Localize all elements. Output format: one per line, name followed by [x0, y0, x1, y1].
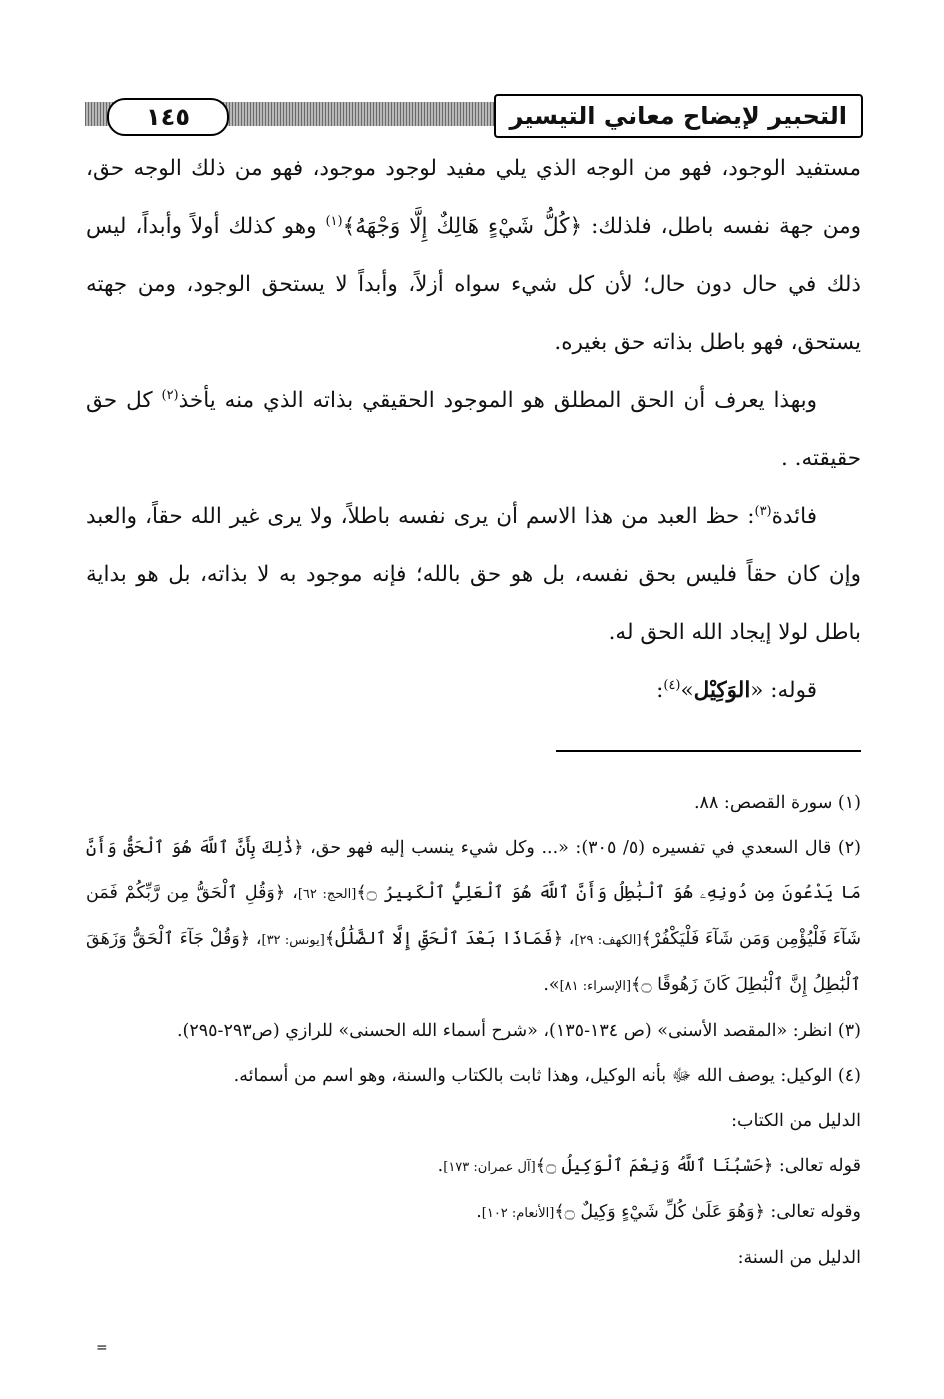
verse-al-imran [86, 1144, 861, 1190]
footnote-marker-3: (٣) [754, 503, 772, 519]
p1-text-b: وهو كذلك أولاً وأبداً، ليس ذلك في حال دون حال؛ لأن كل شيء سواه أزلاً، وأبداً لا يستحق الوجود، ومن جهته يستحق، فهو باطل بذاته حق بغيره. [86, 214, 861, 355]
footnote-divider [556, 750, 861, 752]
footnote-4: (٤) الوكيل: يوصف الله ﷻ بأنه الوكيل، وهذا ثابت بالكتاب والسنة، وهو اسم من أسمائه. [233, 1066, 861, 1086]
footnote-marker-1: (١) [325, 213, 343, 229]
p2-text-b: كل حق حقيقته. . [86, 388, 861, 471]
footnote-marker-2: (٢) [161, 387, 179, 403]
v2-intro: وقوله تعالى: [764, 1202, 861, 1222]
fn2-verse-kahf: ﴿وَقُلِ ٱلْحَقُّ مِن رَّبِّكُمْ فَمَن شَآءَ فَلْيُؤْمِن وَمَن شَآءَ فَلْيَكْفُرْ﴾ [86, 883, 861, 949]
p4-text-b: » [680, 678, 694, 703]
fn2-ref-yunus: [يونس: ٣٢] [261, 933, 325, 948]
v1-intro: قوله تعالى: [773, 1156, 861, 1176]
fn2-ref-isra: [الإسراء: ٨١] [559, 979, 632, 994]
v2-end: . [476, 1202, 482, 1222]
v1-end: . [437, 1156, 444, 1176]
footnote-1: (١) سورة القصص: ٨٨. [693, 793, 861, 813]
fn2-end: ». [543, 975, 560, 995]
footnote-3: (٣) انظر: «المقصد الأسنى» (ص ١٣٤-١٣٥)، «شرح أسماء الله الحسنى» للرازي (ص٢٩٣-٢٩٥). [176, 1021, 861, 1041]
footnotes [86, 781, 861, 1281]
fn2-verse-hajj: ﴿ذَٰلِكَ بِأَنَّ ٱللَّهَ هُوَ ٱلْحَقُّ وَأَنَّ مَا يَدْعُونَ مِن دُونِهِۦ هُوَ ٱلْبَٰطِلُ وَأَنَّ ٱللَّهَ هُوَ ٱلْعَلِيُّ ٱلْكَبِيرُ ۝﴾ [86, 838, 861, 903]
p2-text-a: وبهذا يعرف أن الحق المطلق هو الموجود الحقيقي بذاته الذي منه يأخذ [178, 388, 817, 413]
footnote-marker-4: (٤) [663, 677, 681, 693]
quran-verse-qasas: ﴿كُلُّ شَيْءٍ هَالِكٌ إِلَّا وَجْهَهُ﴾ [342, 214, 583, 239]
sunna-evidence-heading: الدليل من السنة: [737, 1248, 861, 1268]
name-term-alwakil: الوَكِيْل [693, 678, 751, 703]
p4-text-c: : [656, 678, 664, 703]
continuation-mark: = [96, 1340, 108, 1356]
main-text [86, 140, 861, 720]
v2-ref: [الأنعام: ١٠٢] [481, 1206, 555, 1221]
p3-text: : حظ العبد من هذا الاسم أن يرى نفسه باطلاً، ولا يرى غير الله حقاً، والعبد وإن كان حقاً فليس بحق نفسه، بل هو حق بالله؛ فإنه موجود به لا بذاته، بل هو بداية باطل لولا إيجاد الله الحق له. [86, 504, 861, 645]
fn2-sep-3: ، [250, 929, 262, 949]
fn2-sep-2: ، [563, 929, 575, 949]
fn2-verse-yunus: ﴿فَمَاذَا بَعْدَ ٱلْحَقِّ إِلَّا ٱلضَّلَٰلُ﴾ [324, 929, 564, 949]
v2-verse: ﴿وَهُوَ عَلَىٰ كُلِّ شَيْءٍ وَكِيلٌ ۝﴾ [554, 1202, 765, 1222]
fn2-text: (٢) قال السعدي في تفسيره (٥/ ٣٠٥): «... وكل شيء ينسب إليه فهو حق، [303, 838, 861, 858]
page-number: ١٤٥ [107, 98, 229, 136]
book-title: التحبير لإيضاح معاني التيسير [494, 94, 863, 138]
paragraph-4 [86, 662, 861, 720]
footnote-2 [86, 826, 861, 1009]
verse-al-anam [86, 1190, 861, 1236]
paragraph-1 [86, 140, 861, 372]
fn2-verse-isra: ﴿وَقُلْ جَآءَ ٱلْحَقُّ وَزَهَقَ ٱلْبَٰطِلُ إِنَّ ٱلْبَٰطِلَ كَانَ زَهُوقًا ۝﴾ [86, 929, 861, 995]
paragraph-3 [86, 488, 861, 662]
fn2-ref-hajj: [الحج: ٦٢] [297, 887, 357, 902]
fn2-sep-1: ، [285, 883, 298, 903]
p3-label: فائدة [771, 504, 817, 529]
p1-text-a: مستفيد الوجود، فهو من الوجه الذي يلي مفيد لوجود موجود، فهو من ذلك الوجه حق، ومن جهة نفسه باطل، فلذلك: [86, 156, 861, 239]
fn2-ref-kahf: [الكهف: ٢٩] [574, 933, 642, 948]
paragraph-2 [86, 372, 861, 488]
v1-verse: ﴿حَسْبُنَا ٱللَّهُ وَنِعْمَ ٱلْوَكِيلُ ۝﴾ [535, 1156, 774, 1176]
kitab-evidence-heading: الدليل من الكتاب: [731, 1111, 861, 1131]
running-header [85, 92, 863, 140]
p4-text-a: قوله: « [750, 678, 817, 703]
v1-ref: [آل عمران: ١٧٣] [443, 1160, 536, 1175]
